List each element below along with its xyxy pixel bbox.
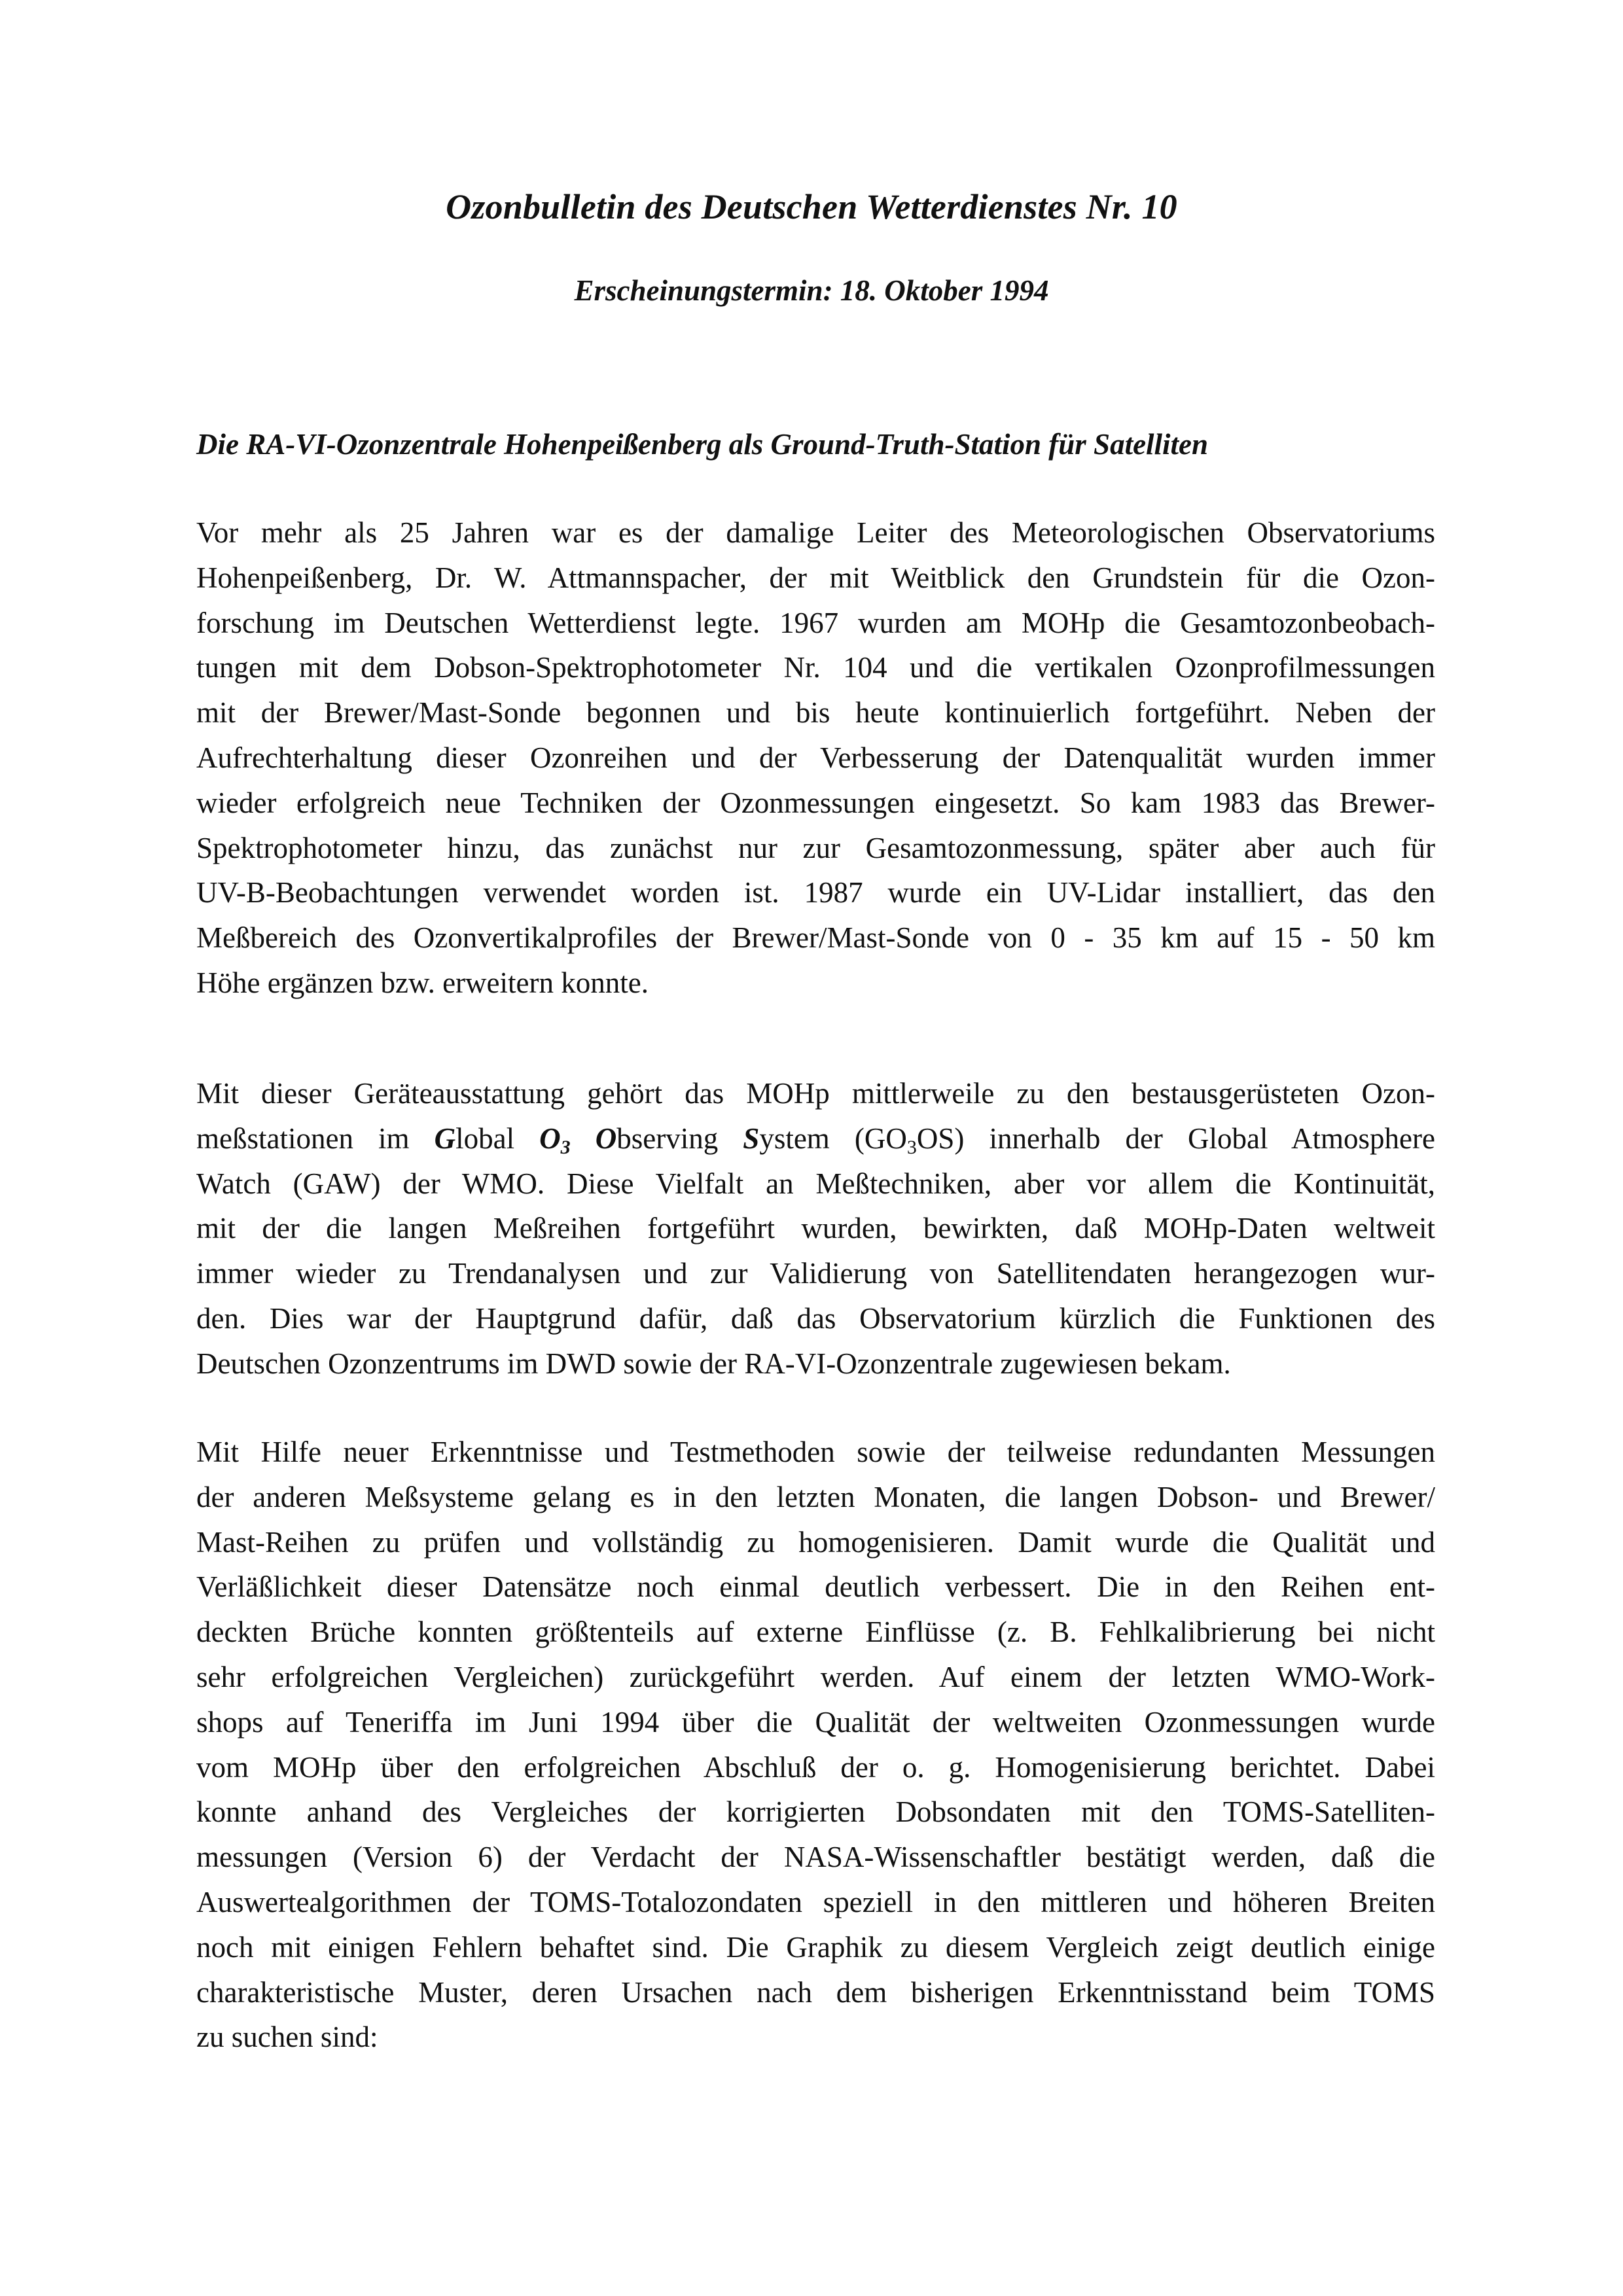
gos-text (196, 1122, 1435, 1158)
text-line: mit der die langen Meßreihen fortgeführt wurden, bewirkten, daß MOHp-Daten weltweit (196, 1212, 1435, 1245)
text-line: vom MOHp über den erfolgreichen Abschluß der o. g. Homogenisierung berichtet. Dabei (196, 1750, 1435, 1784)
text-line: charakteristische Muster, deren Ursachen nach dem bisherigen Erkenntnisstand beim TOMS (196, 1975, 1435, 2009)
text-fragment (571, 1122, 596, 1155)
text-line: mit der Brewer/Mast-Sonde begonnen und bis heute kontinuierlich fortgeführt. Neben der (196, 696, 1435, 730)
text-line: deckten Brüche konnten größtenteils auf externe Einflüsse (z. B. Fehlkalibrierung bei nicht (196, 1616, 1435, 1649)
text-line: Deutschen Ozonzentrums im DWD sowie der RA-VI-Ozonzentrale zugewiesen bekam. (196, 1347, 1231, 1380)
text-fragment: lobal (455, 1122, 540, 1155)
acronym-letter: S (743, 1122, 760, 1155)
text-line: Mit Hilfe neuer Erkenntnisse und Testmethoden sowie der teilweise redundanten Messungen (196, 1436, 1435, 1468)
text-line: Auswertealgorithmen der TOMS-Totalozondaten speziell in den mittleren und höheren Breiten (196, 1885, 1435, 1918)
text-line: messungen (Version 6) der Verdacht der NASA-Wissenschaftler bestätigt werden, daß die (196, 1841, 1435, 1874)
document-title: Ozonbulletin des Deutschen Wetterdienstes Nr. 10 (446, 187, 1177, 226)
text-line: Meßbereich des Ozonvertikalprofiles der Brewer/Mast-Sonde von 0 - 35 km auf 15 - 50 km (196, 921, 1435, 955)
paragraph-homogenization (196, 1430, 1435, 2060)
text-line: noch mit einigen Fehlern behaftet sind. Die Graphik zu diesem Vergleich zeigt deutlich einige (196, 1930, 1435, 1964)
text-line: forschung im Deutschen Wetterdienst legte. 1967 wurden am MOHp die Gesamtozonbeobach- (196, 606, 1435, 639)
text-fragment: meßstationen im (196, 1122, 435, 1155)
text-line: Aufrechterhaltung dieser Ozonreihen und der Verbesserung der Datenqualität wurden immer (196, 741, 1435, 774)
text-line: zu suchen sind: (196, 2021, 378, 2054)
text-fragment: bserving (616, 1122, 743, 1155)
text-line: Vor mehr als 25 Jahren war es der damalige Leiter des Meteorologischen Observatoriums (196, 516, 1435, 549)
text-line: Verläßlichkeit dieser Datensätze noch einmal deutlich verbessert. Die in den Reihen ent- (196, 1570, 1435, 1604)
text-line: den. Dies war der Hauptgrund dafür, daß das Observatorium kürzlich die Funktionen des (196, 1301, 1435, 1335)
subscript: 3 (560, 1136, 571, 1158)
text-fragment: ystem (GO (759, 1122, 907, 1155)
text-line-gos (196, 1116, 1435, 1161)
text-line: UV-B-Beobachtungen verwendet worden ist. 1987 wurde ein UV-Lidar installiert, das den (196, 876, 1435, 910)
text-line: Höhe ergänzen bzw. erweitern konnte. (196, 966, 649, 999)
text-line: Mit dieser Geräteausstattung gehört das MOHp mittlerweile zu den bestausgerüsteten Ozon- (196, 1077, 1435, 1110)
text-line: Hohenpeißenberg, Dr. W. Attmannspacher, der mit Weitblick den Grundstein für die Ozon- (196, 561, 1435, 594)
text-line: sehr erfolgreichen Vergleichen) zurückgeführt werden. Auf einem der letzten WMO-Work- (196, 1660, 1435, 1693)
text-line: shops auf Teneriffa im Juni 1994 über die Qualität der weltweiten Ozonmessungen wurde (196, 1705, 1435, 1739)
acronym-letter: O (595, 1122, 617, 1155)
text-line: konnte anhand des Vergleiches der korrigierten Dobsondaten mit den TOMS-Satelliten- (196, 1795, 1435, 1829)
paragraph-equipment (196, 1071, 1435, 1386)
acronym-letter (539, 1122, 571, 1158)
text-fragment: O (539, 1122, 561, 1155)
text-line: immer wieder zu Trendanalysen und zur Validierung von Satellitendaten herangezogen wur- (196, 1257, 1435, 1290)
text-fragment: OS) innerhalb der Global Atmosphere (916, 1122, 1435, 1155)
section-heading: Die RA-VI-Ozonzentrale Hohenpeißenberg als Ground-Truth-Station für Satelliten (196, 428, 1209, 461)
text-line: Spektrophotometer hinzu, das zunächst nur zur Gesamtozonmessung, später aber auch für (196, 831, 1435, 864)
text-line: wieder erfolgreich neue Techniken der Ozonmessungen eingesetzt. So kam 1983 das Brewer- (196, 786, 1435, 819)
text-line: Watch (GAW) der WMO. Diese Vielfalt an Meßtechniken, aber vor allem die Kontinuität, (196, 1167, 1435, 1200)
text-line: tungen mit dem Dobson-Spektrophotometer Nr. 104 und die vertikalen Ozonprofilmessungen (196, 651, 1435, 684)
acronym-letter: G (434, 1122, 456, 1155)
paragraph-history (196, 510, 1435, 1006)
text-line: Mast-Reihen zu prüfen und vollständig zu homogenisieren. Damit wurde die Qualität und (196, 1525, 1435, 1559)
subscript: 3 (906, 1136, 917, 1158)
text-line: der anderen Meßsysteme gelang es in den letzten Monaten, die langen Dobson- und Brewer/ (196, 1480, 1435, 1513)
document-subtitle: Erscheinungstermin: 18. Oktober 1994 (574, 274, 1049, 307)
